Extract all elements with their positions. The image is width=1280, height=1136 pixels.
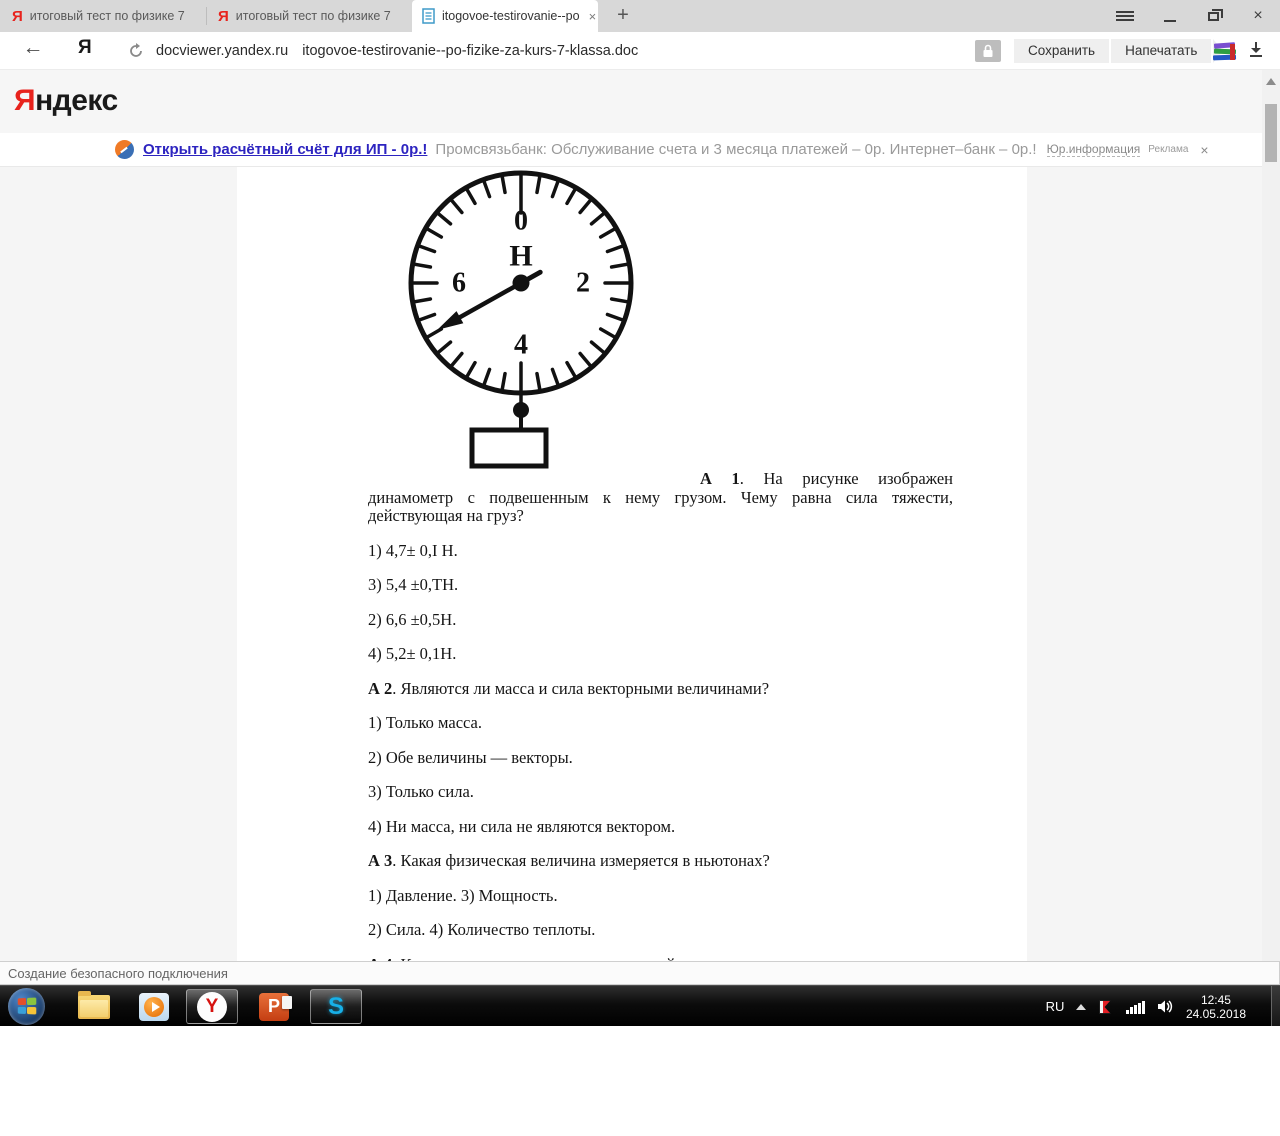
winrar-extension-icon[interactable] — [1212, 40, 1238, 64]
skype-icon: S — [327, 992, 344, 1020]
answer-option: 1) 4,7± 0,I Н. — [368, 540, 458, 560]
close-icon: × — [1253, 7, 1263, 24]
tab-title: итоговый тест по физике 7 — [235, 9, 391, 23]
answer-option: 2) Сила. 4) Количество теплоты. — [368, 920, 596, 939]
question-label: А 1 — [700, 469, 740, 488]
kaspersky-icon[interactable] — [1098, 999, 1114, 1015]
taskbar-powerpoint[interactable] — [248, 989, 300, 1024]
network-signal-icon[interactable] — [1126, 1000, 1145, 1014]
close-button[interactable] — [1238, 0, 1278, 32]
ad-link[interactable]: Открыть расчётный счёт для ИП - 0р.! — [143, 141, 428, 158]
question-label: А 3 — [368, 851, 393, 870]
question-label: А 2 — [368, 678, 393, 698]
new-tab-button[interactable]: + — [617, 4, 629, 26]
print-page-button[interactable]: Напечатать — [1111, 39, 1211, 63]
answer-option: 1) Только масса. — [368, 713, 483, 732]
media-player-icon — [139, 993, 169, 1021]
taskbar-skype[interactable] — [310, 989, 362, 1024]
yandex-favicon: Я — [218, 7, 229, 25]
ad-legal-link[interactable]: Юр.информация — [1046, 142, 1141, 156]
language-indicator[interactable]: RU — [1045, 999, 1065, 1014]
yandex-browser-icon: Y — [197, 992, 227, 1022]
ad-banner — [0, 133, 1280, 167]
connection-icon[interactable] — [128, 43, 144, 59]
svg-text:4: 4 — [514, 329, 528, 361]
question-1 — [368, 470, 953, 526]
svg-text:0: 0 — [514, 205, 528, 237]
back-button[interactable]: ← — [22, 36, 44, 59]
save-page-button[interactable]: Сохранить — [1014, 39, 1109, 63]
powerpoint-icon: P — [259, 993, 289, 1021]
answer-option: 2) Обе величины — векторы. — [368, 747, 573, 767]
svg-text:2: 2 — [576, 267, 590, 299]
scrollbar-thumb[interactable] — [1265, 104, 1277, 162]
taskbar — [0, 985, 1280, 1026]
answer-option: 3) 5,4 ±0,ТН. — [368, 575, 459, 594]
dynamometer-figure — [406, 168, 636, 468]
yandex-logo[interactable] — [14, 84, 118, 118]
svg-text:6: 6 — [452, 267, 466, 299]
tray-expand-icon[interactable] — [1076, 1004, 1086, 1010]
tab-physics-test-1[interactable] — [2, 0, 204, 32]
ad-text: Промсвязьбанк: Обслуживание счета и 3 месяца платежей – 0р. Интернет–банк – 0р.! — [435, 141, 1037, 158]
tab-title: итоговый тест по физике 7 — [29, 9, 185, 23]
downloads-icon[interactable] — [1248, 41, 1264, 59]
question-text: . На рисунке изображен динамометр с подвешенным к нему грузом. Чему равна сила тяжести, действующая на груз? — [368, 469, 953, 525]
page-actions — [1014, 39, 1223, 63]
document-icon — [422, 8, 435, 24]
docviewer-header — [0, 70, 1280, 133]
address-path: itogovoe-testirovanie--po-fizike-za-kurs-7-klassa.doc — [302, 43, 639, 59]
yandex-button[interactable]: Я — [78, 37, 92, 58]
answer-option: 2) 6,6 ±0,5Н. — [368, 609, 457, 629]
taskbar-explorer[interactable] — [68, 989, 120, 1024]
question-3 — [368, 852, 953, 871]
question-text: . Являются ли масса и сила векторными величинами? — [392, 678, 770, 698]
restore-icon — [1208, 12, 1219, 21]
hamburger-icon — [1116, 11, 1134, 21]
logo-letter: Я — [14, 84, 36, 117]
tab-title: itogovoe-testirovanie--po — [442, 9, 580, 23]
address-domain: docviewer.yandex.ru — [156, 43, 289, 59]
screen-filler — [0, 1026, 1280, 1136]
taskbar-media-player[interactable] — [128, 989, 180, 1024]
question-2 — [368, 680, 953, 699]
browser-toolbar — [0, 32, 1280, 70]
document-page — [237, 167, 1027, 961]
answer-option: 3) Только сила. — [368, 782, 474, 801]
ad-close-icon[interactable]: × — [1200, 141, 1209, 158]
volume-icon[interactable] — [1157, 999, 1174, 1014]
tab-separator — [206, 7, 207, 25]
yandex-favicon: Я — [12, 7, 23, 25]
page-lock-badge[interactable] — [975, 40, 1001, 62]
lock-icon — [982, 44, 994, 58]
show-desktop-button[interactable] — [1271, 986, 1280, 1027]
ad-bank-icon — [115, 140, 134, 159]
question-text: . Какая физическая величина измеряется в ньютонах? — [392, 851, 770, 870]
clock-date: 24.05.2018 — [1185, 1006, 1246, 1021]
taskbar-yandex-browser[interactable] — [186, 989, 238, 1024]
answer-option: 4) 5,2± 0,1Н. — [368, 644, 457, 663]
status-text: Создание безопасного подключения — [8, 965, 228, 981]
minimize-icon — [1164, 20, 1176, 22]
windows-logo-icon — [18, 998, 36, 1015]
ad-label: Реклама — [1148, 144, 1189, 155]
address-bar[interactable] — [120, 35, 975, 67]
clock-time: 12:45 — [1200, 992, 1231, 1007]
browser-menu-button[interactable] — [1105, 0, 1145, 32]
folder-icon — [78, 995, 110, 1019]
start-button[interactable] — [8, 988, 45, 1025]
viewer-content[interactable] — [0, 167, 1262, 961]
answer-option: 4) Ни масса, ни сила не являются вектором. — [368, 816, 676, 836]
restore-button[interactable] — [1193, 0, 1233, 32]
vertical-scrollbar[interactable] — [1262, 70, 1280, 961]
tab-physics-test-2[interactable] — [208, 0, 410, 32]
tab-docviewer-active[interactable] — [412, 0, 598, 32]
status-bar — [0, 961, 1280, 985]
tab-strip — [0, 0, 1280, 32]
logo-rest: ндекс — [35, 84, 118, 117]
system-tray — [1046, 986, 1246, 1027]
taskbar-clock[interactable] — [1186, 993, 1246, 1021]
minimize-button[interactable] — [1150, 0, 1190, 32]
tab-close-icon[interactable]: × — [588, 8, 597, 24]
document-text — [368, 470, 953, 974]
answer-option: 1) Давление. 3) Мощность. — [368, 885, 558, 905]
svg-text:Н: Н — [509, 239, 533, 273]
scroll-up-arrow[interactable] — [1266, 78, 1276, 85]
